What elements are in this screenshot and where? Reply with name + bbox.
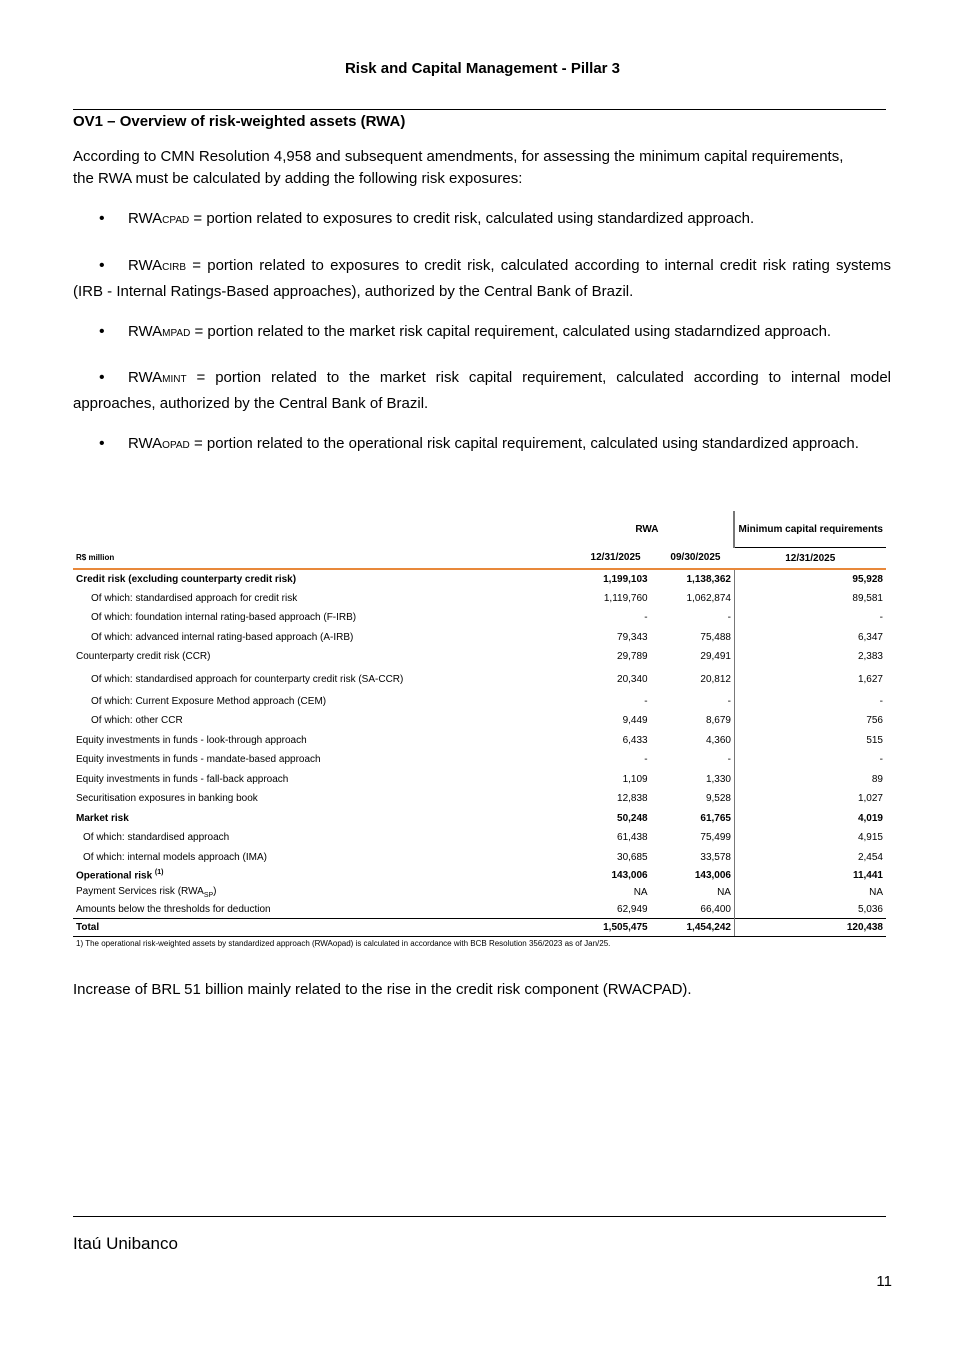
page-number: 11 <box>876 1273 892 1290</box>
bullet-rwa-cpad: • RWACPAD = portion related to exposures to credit risk, calculated using standardized approach. <box>73 207 891 233</box>
table-row: Of which: other CCR 9,449 8,679 756 <box>73 711 886 731</box>
table-row: Market risk 50,248 61,765 4,019 <box>73 809 886 829</box>
table-row: Of which: standardised approach 61,438 75,499 4,915 <box>73 828 886 848</box>
table-row: Equity investments in funds - mandate-based approach - - - <box>73 750 886 770</box>
intro-paragraph: According to CMN Resolution 4,958 and subsequent amendments, for assessing the minimum capital requirements, the RWA must be calculated by adding the following risk exposures: <box>73 148 844 187</box>
table-row: Of which: internal models approach (IMA) 30,685 33,578 2,454 <box>73 848 886 868</box>
table-row: Of which: advanced internal rating-based approach (A-IRB) 79,343 75,488 6,347 <box>73 628 886 648</box>
page-header: Risk and Capital Management - Pillar 3 <box>344 60 621 77</box>
table-row: Of which: foundation internal rating-based approach (F-IRB) - - - <box>73 608 886 628</box>
bullet-dot-icon: • <box>99 323 105 340</box>
bullet-dot-icon: • <box>99 369 105 386</box>
column-header: 12/31/2025 <box>734 548 886 570</box>
table-row: Amounts below the thresholds for deduction 62,949 66,400 5,036 <box>73 901 886 918</box>
header-divider <box>73 109 886 110</box>
min-capital-group-header: Minimum capital requirements <box>734 511 886 548</box>
column-header: 12/31/2025 <box>560 548 650 570</box>
bullet-dot-icon: • <box>99 435 105 452</box>
table-row: Of which: Current Exposure Method approach (CEM) - - - <box>73 692 886 712</box>
table-row: Equity investments in funds - look-through approach 6,433 4,360 515 <box>73 731 886 751</box>
table-row: Payment Services risk $(RWA_{SP})$ NA NA NA <box>76 886 883 899</box>
section-title: OV1 – Overview of risk-weighted assets (RWA) <box>73 113 406 130</box>
table-row: Of which: standardised approach for credit risk 1,119,760 1,062,874 89,581 <box>73 589 886 609</box>
footer-divider <box>73 1216 886 1217</box>
table-total-row: Total 1,505,475 1,454,242 120,438 <box>73 918 886 936</box>
conclusion-paragraph: Increase of BRL 51 billion mainly related to the rise in the credit risk component (RWACPAD). <box>73 981 692 998</box>
bullet-rwa-cirb: • RWACIRB = portion related to exposures to credit risk, calculated according to internal credit risk rating systems (IRB - Internal Ratings-Based approaches), authorized by the Central Bank of Brazil. <box>73 254 891 304</box>
table-row: Operational risk $^{(1)}$ 143,006 143,006 11,441 <box>73 867 886 884</box>
rwa-group-header: RWA <box>635 523 659 535</box>
column-header: 09/30/2025 <box>651 548 735 570</box>
bullet-dot-icon: • <box>99 257 105 274</box>
table-row: Equity investments in funds - fall-back approach 1,109 1,330 89 <box>73 770 886 790</box>
bullet-rwa-opad: • RWAOPAD = portion related to the operational risk capital requirement, calculated using standardized approach. <box>73 432 891 458</box>
table-row: Of which: standardised approach for counterparty credit risk (SA-CCR) 20,340 20,812 1,627 <box>73 667 886 692</box>
bullet-rwa-mpad: • RWAMPAD = portion related to the market risk capital requirement, calculated using stadarndized approach. <box>73 320 891 346</box>
rwa-table <box>73 511 886 937</box>
table-row: Counterparty credit risk (CCR) 29,789 29,491 2,383 <box>73 647 886 667</box>
bullet-rwa-mint: • RWAMINT = portion related to the market risk capital requirement, calculated according to internal model approaches, authorized by the Central Bank of Brazil. <box>73 366 891 416</box>
table-footnote: 1) The operational risk-weighted assets by standardized approach (RWAopad) is calculated in accordance with BCB Resolution 356/2023 as of Jan/25. <box>76 939 611 948</box>
bullet-dot-icon: • <box>99 210 105 227</box>
table-group-header <box>73 511 886 548</box>
table-row: Credit risk (excluding counterparty credit risk) 1,199,103 1,138,362 95,928 <box>73 569 886 589</box>
table-column-header <box>73 548 886 570</box>
company-name: Itaú Unibanco <box>73 1234 178 1253</box>
unit-label: R$ million <box>73 548 560 570</box>
table-row: Securitisation exposures in banking book 12,838 9,528 1,027 <box>73 789 886 809</box>
